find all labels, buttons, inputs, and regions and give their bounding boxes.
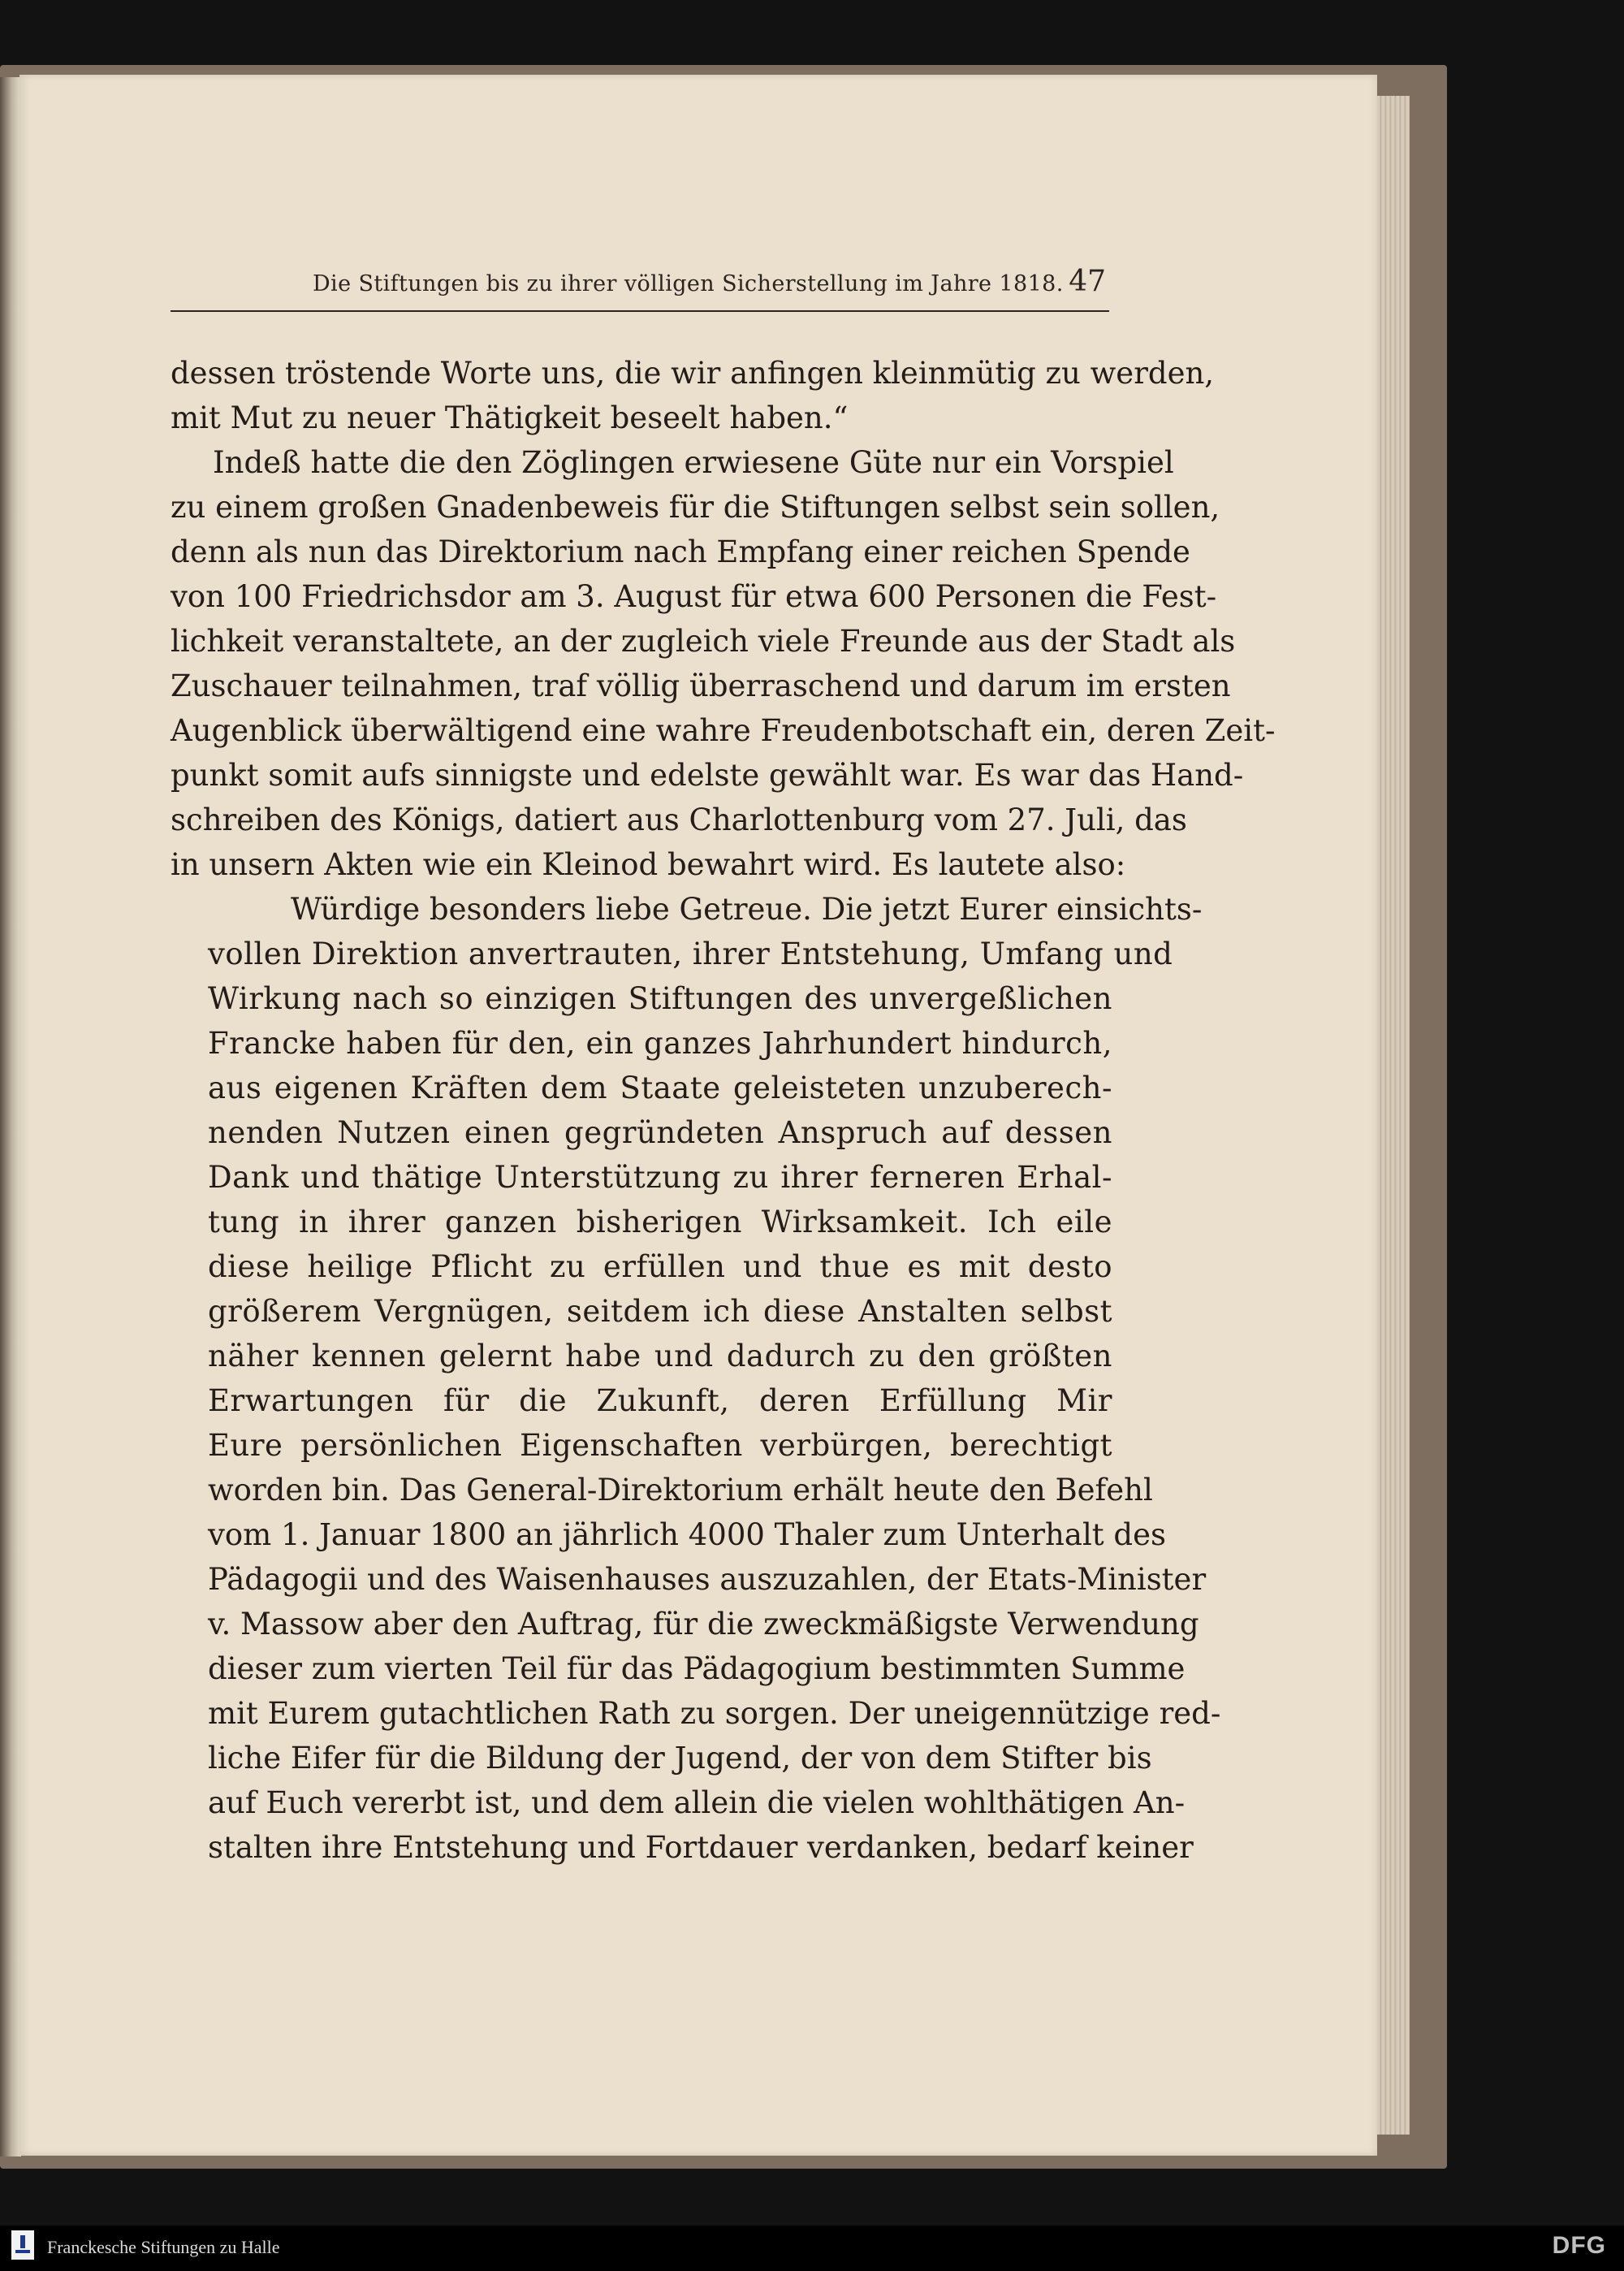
institution-name: Franckesche Stiftungen zu Halle [47, 2237, 280, 2257]
text-line: lichkeit veranstaltete, an der zugleich viele Freunde aus der Stadt als [171, 624, 1236, 659]
running-head [171, 265, 1109, 312]
quote-line: größerem Vergnügen, seitdem ich diese Anstalten selbst [208, 1294, 1112, 1329]
text-line: in unsern Akten wie ein Kleinod bewahrt wird. Es lautete also: [171, 847, 1126, 882]
quote-line: liche Eifer für die Bildung der Jugend, der von dem Stifter bis [208, 1741, 1152, 1776]
quote-line: stalten ihre Entstehung und Fortdauer verdanken, bedarf keiner [208, 1830, 1194, 1865]
quote-line: näher kennen gelernt habe und dadurch zu den größten [208, 1339, 1112, 1373]
text-line: punkt somit aufs sinnigste und edelste gewählt war. Es war das Hand- [171, 758, 1244, 793]
institution-logo-icon [11, 2230, 34, 2260]
quote-line: Würdige besonders liebe Getreue. Die jetzt Eurer einsichts- [291, 892, 1203, 927]
page-fore-edge [1372, 96, 1410, 2135]
quote-line: tung in ihrer ganzen bisherigen Wirksamkeit. Ich eile [208, 1205, 1112, 1239]
quote-line: vollen Direktion anvertrauten, ihrer Entstehung, Umfang und [208, 937, 1173, 971]
quote-line: v. Massow aber den Auftrag, für die zweckmäßigste Verwendung [208, 1607, 1199, 1642]
quote-line: Dank und thätige Unterstützung zu ihrer ferneren Erhal- [208, 1160, 1112, 1195]
running-title: Die Stiftungen bis zu ihrer völligen Sicherstellung im Jahre 1818. [313, 271, 1064, 296]
quote-line: worden bin. Das General-Direktorium erhält heute den Befehl [208, 1473, 1153, 1508]
quote-line: aus eigenen Kräften dem Staate geleisteten unzuberech- [208, 1071, 1112, 1105]
quote-line: Eure persönlichen Eigenschaften verbürgen, berechtigt [208, 1428, 1112, 1463]
left-page-edge [0, 77, 21, 2156]
text-line: Augenblick überwältigend eine wahre Freudenbotschaft ein, deren Zeit- [171, 713, 1276, 748]
quote-line: nenden Nutzen einen gegründeten Anspruch auf dessen [208, 1115, 1112, 1150]
quote-line: auf Euch vererbt ist, und dem allein die vielen wohlthätigen An- [208, 1785, 1186, 1820]
text-line: von 100 Friedrichsdor am 3. August für etwa 600 Personen die Fest- [171, 579, 1217, 614]
page-number: 47 [1069, 265, 1106, 298]
text-line: mit Mut zu neuer Thätigkeit beseelt haben.“ [171, 400, 849, 435]
text-line: zu einem großen Gnadenbeweis für die Stiftungen selbst sein sollen, [171, 490, 1220, 525]
text-line: dessen tröstende Worte uns, die wir anfingen kleinmütig zu werden, [171, 356, 1215, 391]
text-line: Indeß hatte die den Zöglingen erwiesene Güte nur ein Vorspiel [213, 445, 1174, 480]
text-line: Zuschauer teilnahmen, traf völlig überraschend und darum im ersten [171, 668, 1231, 703]
text-line: denn als nun das Direktorium nach Empfang einer reichen Spende [171, 534, 1190, 569]
quote-line: Pädagogii und des Waisenhauses auszuzahlen, der Etats-Minister [208, 1562, 1207, 1597]
quote-line: Francke haben für den, ein ganzes Jahrhundert hindurch, [208, 1026, 1112, 1061]
text-line: schreiben des Königs, datiert aus Charlottenburg vom 27. Juli, das [171, 802, 1187, 837]
quote-line: Wirkung nach so einzigen Stiftungen des unvergeßlichen [208, 981, 1112, 1016]
quote-line: Erwartungen für die Zukunft, deren Erfüllung Mir [208, 1383, 1112, 1418]
dfg-logo: DFG [1552, 2232, 1606, 2259]
viewer-footer [0, 2226, 1624, 2271]
quote-line: diese heilige Pflicht zu erfüllen und thue es mit desto [208, 1249, 1112, 1284]
page-body [171, 351, 1276, 1870]
quote-line: mit Eurem gutachtlichen Rath zu sorgen. Der uneigennützige red- [208, 1696, 1221, 1731]
quote-line: dieser zum vierten Teil für das Pädagogium bestimmten Summe [208, 1651, 1186, 1686]
quote-line: vom 1. Januar 1800 an jährlich 4000 Thaler zum Unterhalt des [208, 1517, 1166, 1552]
